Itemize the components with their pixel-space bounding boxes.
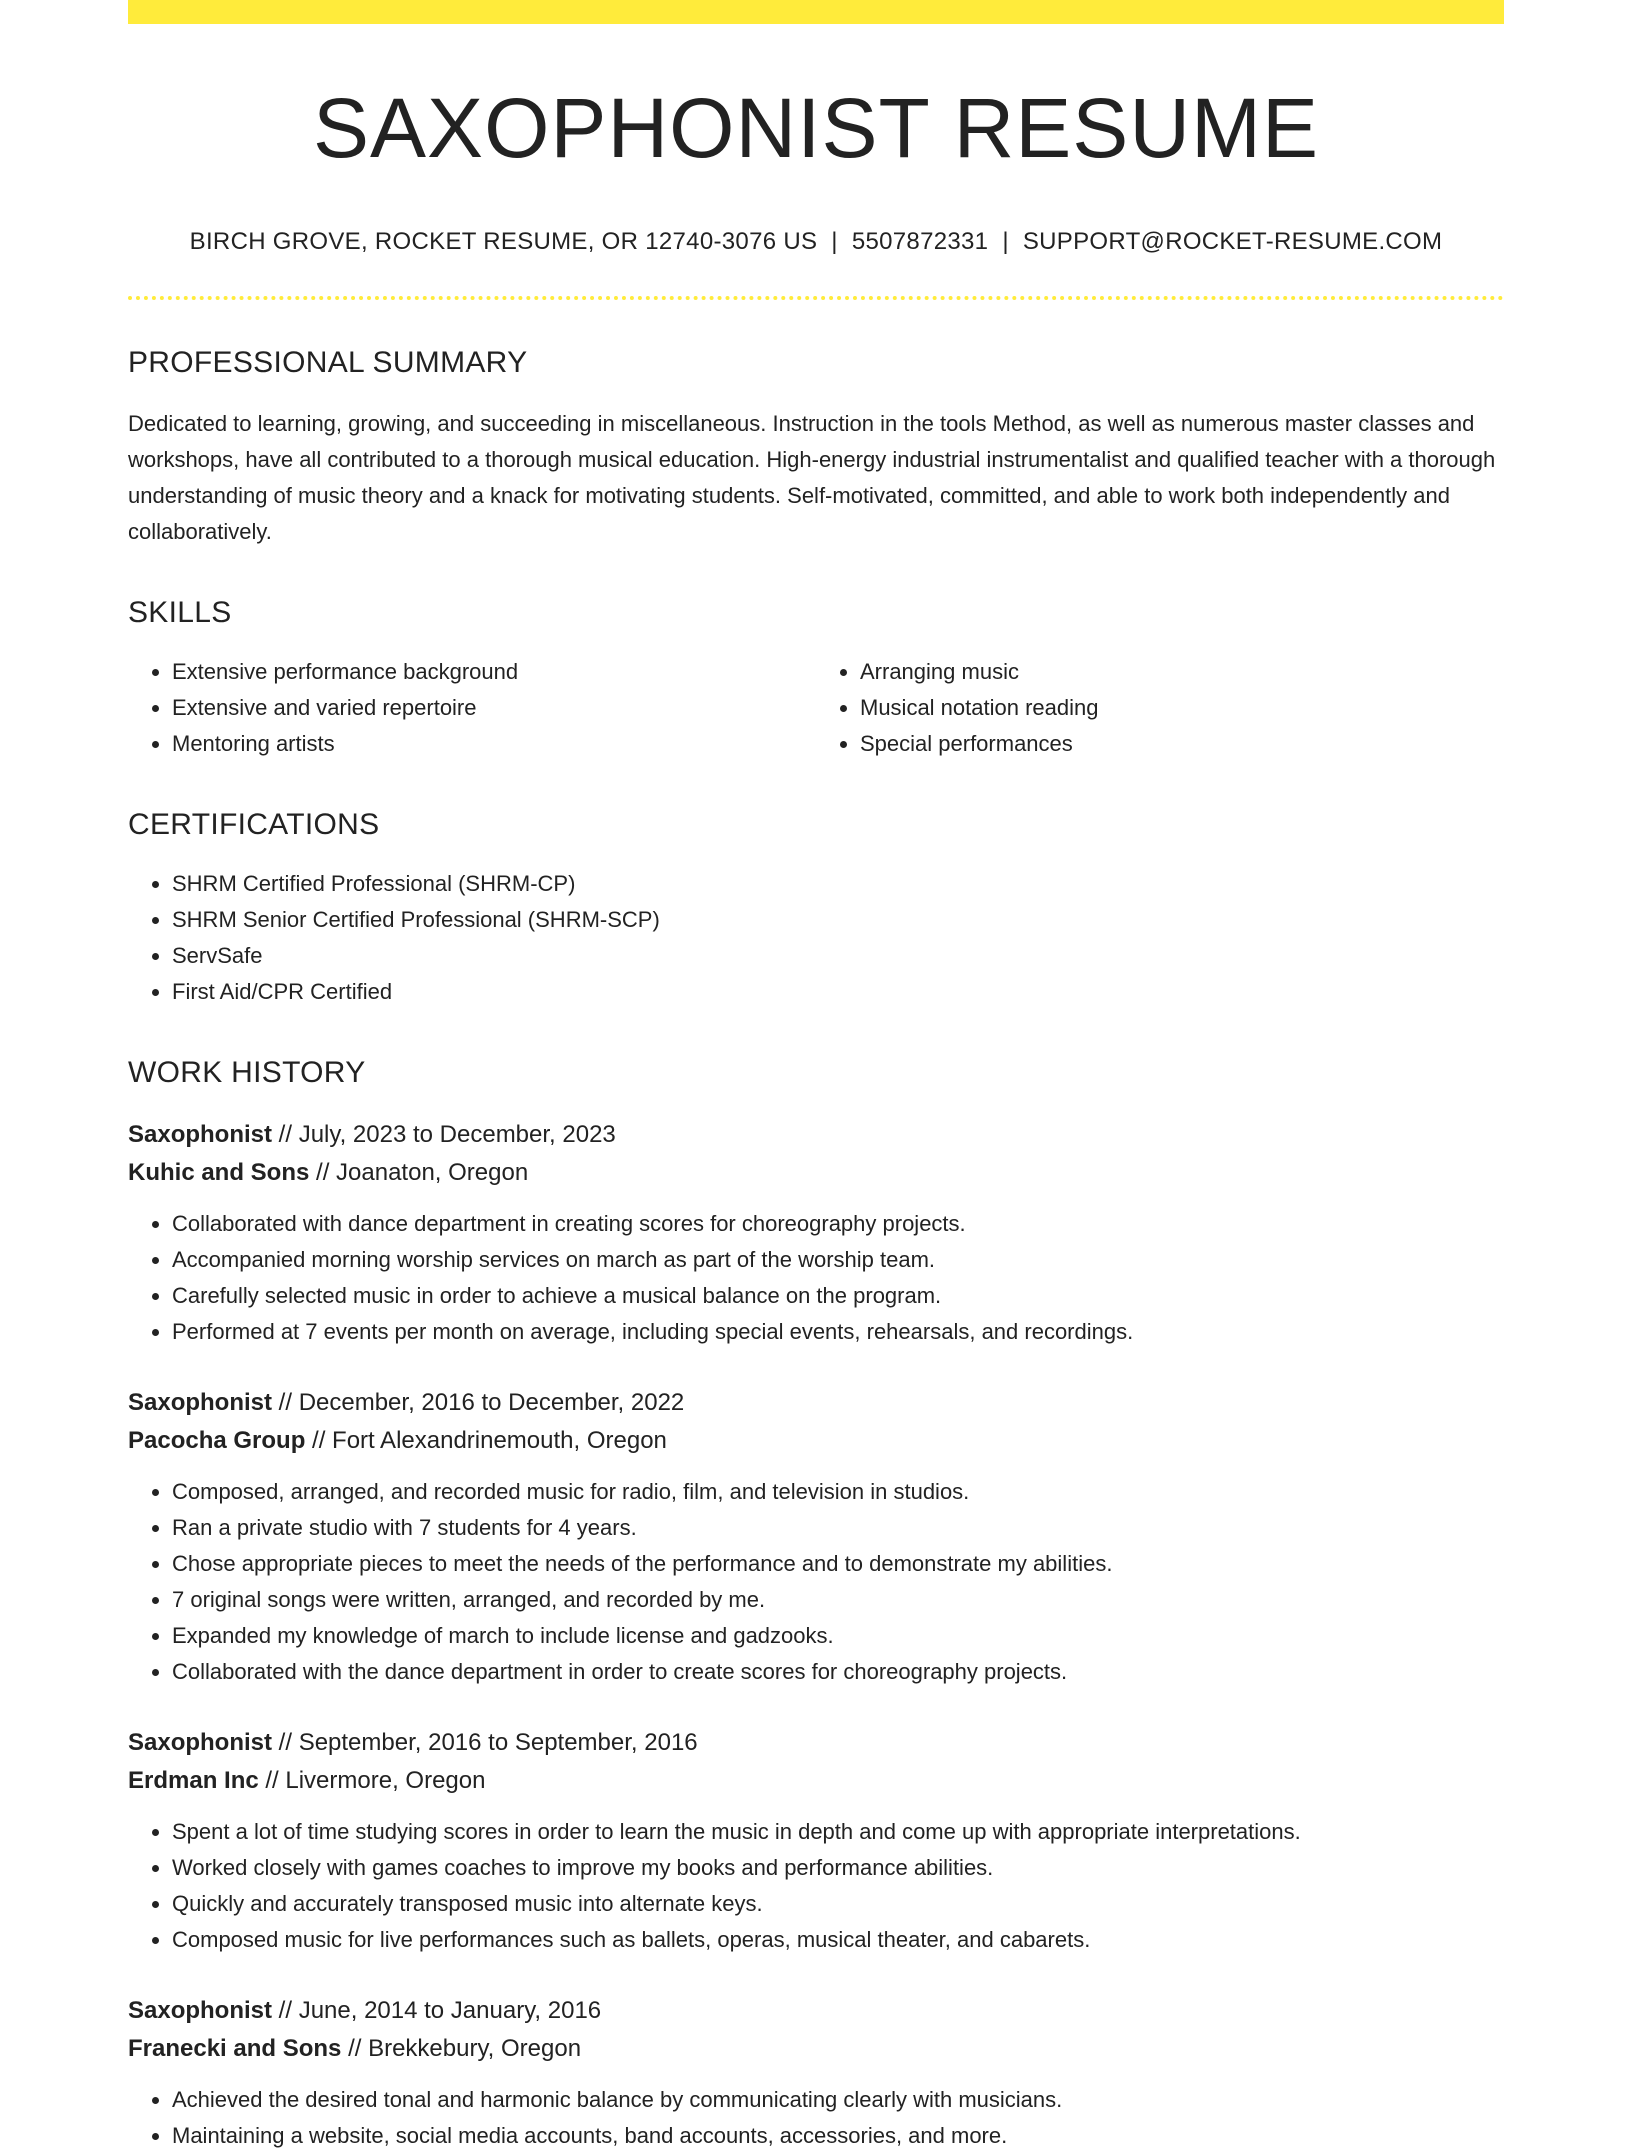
job-company-line: [128, 1762, 1504, 1800]
job-entry: [128, 1116, 1504, 1350]
job-location: // Brekkebury, Oregon: [341, 2035, 582, 2063]
resume-page: [128, 0, 1504, 2154]
certification-item: • ServSafe: [172, 938, 1504, 974]
skill-item: • Musical notation reading: [860, 690, 1504, 726]
summary-text: Dedicated to learning, growing, and succeeding in miscellaneous. Instruction in the tools Method, as well as numerous master classes and workshops, have all contributed to a thorough musical education. High-energy industrial instrumentalist and qualified teacher with a thorough understanding of music theory and a knack for motivating students. Self-motivated, committed, and able to work both independently and collaboratively.: [128, 411, 1496, 545]
job-bullet: • Worked closely with games coaches to improve my books and performance abilities.: [172, 1850, 1504, 1886]
job-company: Kuhic and Sons: [128, 1159, 310, 1187]
job-role: Saxophonist: [128, 1121, 273, 1149]
certification-item: • SHRM Senior Certified Professional (SHRM-SCP): [172, 902, 1504, 938]
job-location: // Fort Alexandrinemouth, Oregon: [305, 1427, 667, 1455]
accent-bar: [128, 0, 1504, 24]
job-dates: // July, 2023 to December, 2023: [272, 1121, 616, 1149]
job-role: Saxophonist: [128, 1997, 273, 2025]
skill-item: • Extensive performance background: [172, 654, 816, 690]
section-title-certifications: CERTIFICATIONS: [128, 808, 380, 842]
job-bullet: • Accompanied morning worship services on march as part of the worship team.: [172, 1242, 1504, 1278]
job-company-line: [128, 1422, 1504, 1460]
job-bullets: [128, 1814, 1504, 1958]
skills-grid: [128, 630, 1504, 762]
contact-separator: |: [831, 228, 838, 256]
job-role-line: [128, 1992, 1504, 2030]
job-bullets: [128, 1206, 1504, 1350]
contact-address: BIRCH GROVE, ROCKET RESUME, OR 12740-3076 US: [189, 228, 818, 256]
job-entry: [128, 1992, 1504, 2154]
job-bullet: • Maintaining a website, social media accounts, band accounts, accessories, and more.: [172, 2118, 1504, 2154]
job-bullet: • Collaborated with the dance department in order to create scores for choreography projects.: [172, 1654, 1504, 1690]
job-bullet: • Expanded my knowledge of march to include license and gadzooks.: [172, 1618, 1504, 1654]
skill-item: • Arranging music: [860, 654, 1504, 690]
contact-line: [128, 228, 1504, 256]
skill-item: • Mentoring artists: [172, 726, 816, 762]
certification-item: • SHRM Certified Professional (SHRM-CP): [172, 866, 1504, 902]
job-bullets: [128, 1474, 1504, 1690]
resume-title: SAXOPHONIST RESUME: [313, 81, 1319, 175]
job-bullet: • Ran a private studio with 7 students for 4 years.: [172, 1510, 1504, 1546]
job-role: Saxophonist: [128, 1389, 273, 1417]
job-company-line: [128, 2030, 1504, 2068]
job-role-line: [128, 1384, 1504, 1422]
job-role-line: [128, 1116, 1504, 1154]
job-bullets: [128, 2082, 1504, 2154]
job-entry: [128, 1724, 1504, 1958]
job-company: Erdman Inc: [128, 1767, 259, 1795]
skill-item: • Extensive and varied repertoire: [172, 690, 816, 726]
skills-list-left: [128, 654, 816, 762]
job-bullet: • Quickly and accurately transposed music into alternate keys.: [172, 1886, 1504, 1922]
job-bullet: • Carefully selected music in order to achieve a musical balance on the program.: [172, 1278, 1504, 1314]
job-bullet: • 7 original songs were written, arranged, and recorded by me.: [172, 1582, 1504, 1618]
job-role-line: [128, 1724, 1504, 1762]
contact-phone: 5507872331: [851, 228, 989, 256]
job-dates: // December, 2016 to December, 2022: [272, 1389, 685, 1417]
job-company: Pacocha Group: [128, 1427, 306, 1455]
skill-item: • Special performances: [860, 726, 1504, 762]
job-company: Franecki and Sons: [128, 2035, 342, 2063]
job-dates: // September, 2016 to September, 2016: [272, 1729, 698, 1757]
contact-separator: |: [1002, 228, 1009, 256]
job-dates: // June, 2014 to January, 2016: [272, 1997, 602, 2025]
job-bullet: • Collaborated with dance department in creating scores for choreography projects.: [172, 1206, 1504, 1242]
job-bullet: • Spent a lot of time studying scores in order to learn the music in depth and come up with appropriate interpretations.: [172, 1814, 1504, 1850]
skills-list-right: [816, 654, 1504, 762]
certifications-list: [128, 866, 1504, 1010]
job-company-line: [128, 1154, 1504, 1192]
section-title-skills: SKILLS: [128, 596, 232, 630]
job-bullet: • Achieved the desired tonal and harmonic balance by communicating clearly with musicians.: [172, 2082, 1504, 2118]
job-bullet: • Performed at 7 events per month on average, including special events, rehearsals, and recordings.: [172, 1314, 1504, 1350]
job-role: Saxophonist: [128, 1729, 273, 1757]
job-entry: [128, 1384, 1504, 1690]
job-location: // Joanaton, Oregon: [309, 1159, 529, 1187]
certification-item: • First Aid/CPR Certified: [172, 974, 1504, 1010]
section-title-summary: PROFESSIONAL SUMMARY: [128, 346, 528, 380]
job-bullet: • Composed, arranged, and recorded music for radio, film, and television in studios.: [172, 1474, 1504, 1510]
job-bullet: • Composed music for live performances such as ballets, operas, musical theater, and cabarets.: [172, 1922, 1504, 1958]
dotted-divider: [128, 296, 1504, 300]
contact-email[interactable]: SUPPORT@ROCKET-RESUME.COM: [1022, 228, 1443, 256]
job-location: // Livermore, Oregon: [258, 1767, 486, 1795]
section-title-work-history: WORK HISTORY: [128, 1056, 366, 1090]
job-bullet: • Chose appropriate pieces to meet the needs of the performance and to demonstrate my abilities.: [172, 1546, 1504, 1582]
